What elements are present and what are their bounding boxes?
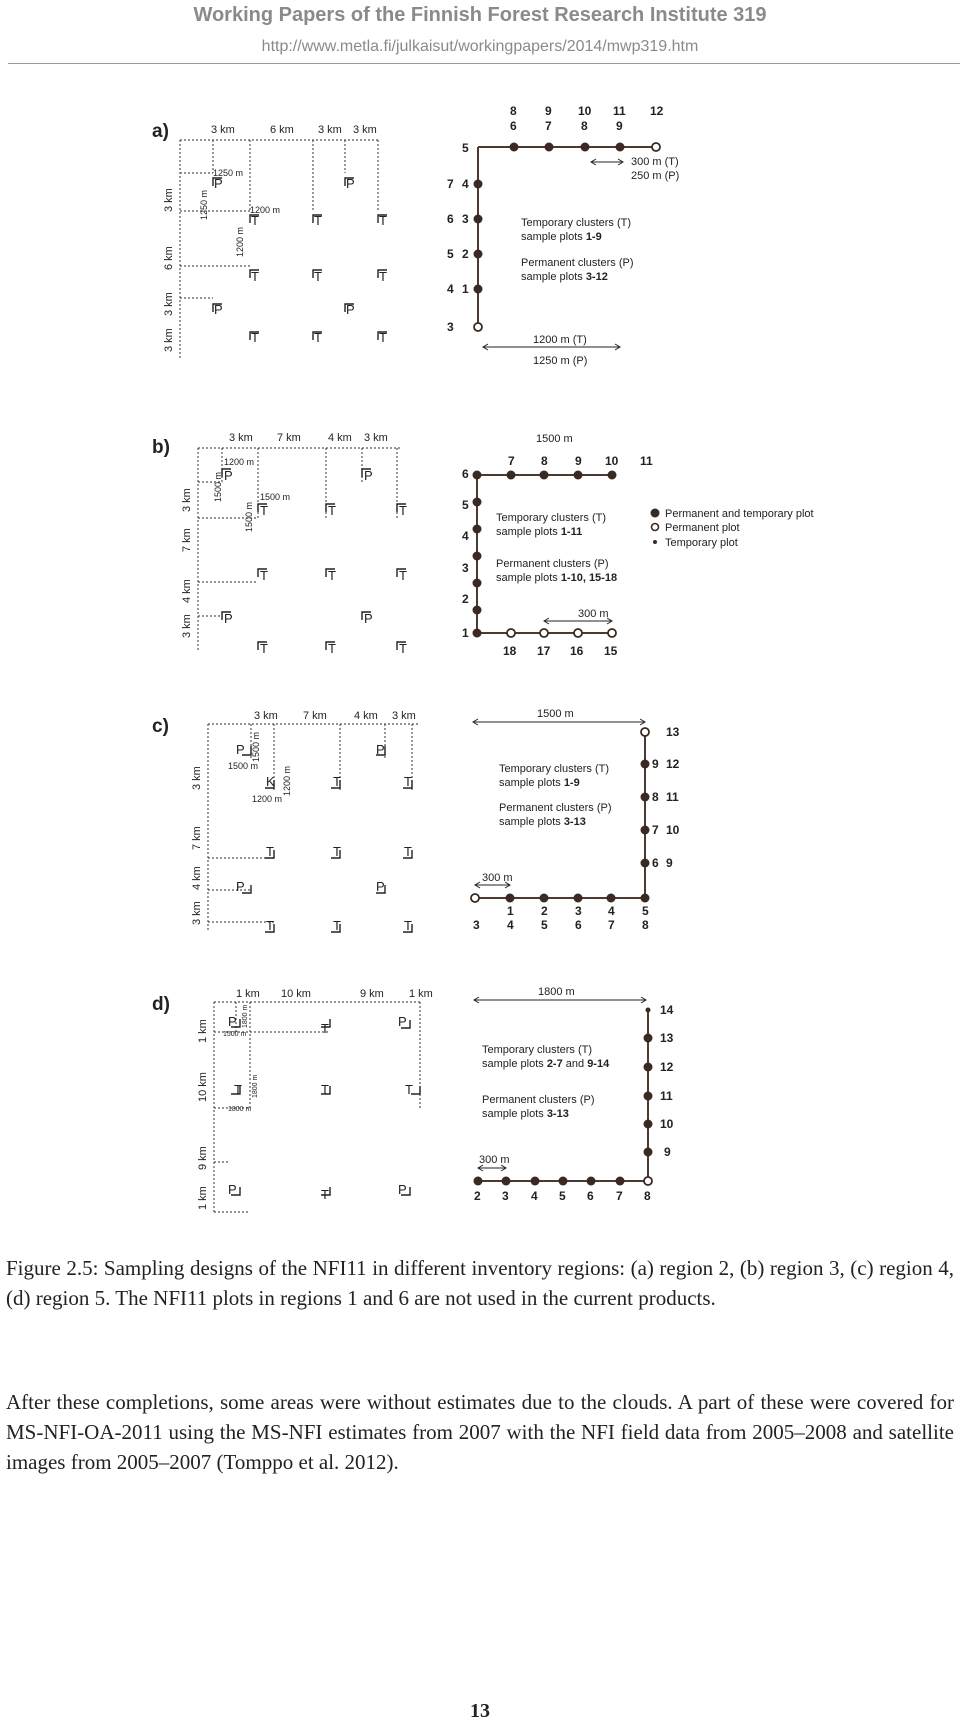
distance-label: 1 km xyxy=(409,988,433,1000)
inner-distance: 1250 m xyxy=(199,189,209,220)
cluster-letter-p: P xyxy=(346,302,355,317)
cluster-letter-p: P xyxy=(398,1182,407,1197)
distance-label: 3 km xyxy=(254,710,278,722)
plot-number: 3 xyxy=(462,212,469,226)
legend-permanent-plots xyxy=(482,1108,569,1120)
distance-label: 10 km xyxy=(197,1072,209,1102)
plot-number: 8 xyxy=(642,918,649,932)
legend-text: sample plots xyxy=(496,572,561,584)
distance-label: 4 km xyxy=(328,432,352,444)
plot-number: 6 xyxy=(587,1189,594,1203)
panel-b-drawing xyxy=(0,420,960,670)
inner-distance: 1200 m xyxy=(224,457,255,467)
side-label: 1500 m xyxy=(536,433,573,445)
plot-number: 11 xyxy=(613,104,626,118)
distance-label: 1 km xyxy=(236,988,260,1000)
legend-text: sample plots xyxy=(482,1058,547,1070)
cluster-letter-p: P xyxy=(228,1182,237,1197)
plot-number: 4 xyxy=(531,1189,538,1203)
distance-label: 1 km xyxy=(197,1186,209,1210)
cluster-letter-p: P xyxy=(346,176,355,191)
panel-letter: d) xyxy=(152,994,170,1015)
inner-distance: 1800 m xyxy=(228,1106,252,1113)
distance-label: 3 km xyxy=(318,124,342,136)
plot-number: 6 xyxy=(447,212,454,226)
distance-label: 3 km xyxy=(163,292,175,316)
plot-number: 4 xyxy=(462,529,469,543)
distance-label: 3 km xyxy=(353,124,377,136)
cluster-letter-p: P xyxy=(224,468,233,483)
spacing-label: 250 m (P) xyxy=(631,170,680,182)
cluster-letter-t: T xyxy=(251,213,259,228)
cluster-letter-t: T xyxy=(399,503,407,518)
cluster-letters xyxy=(214,176,387,345)
figure-panel-a xyxy=(0,100,960,390)
plot-number: 6 xyxy=(510,119,517,133)
legend-permanent: Permanent clusters (P) xyxy=(499,802,612,814)
side-label: 1250 m (P) xyxy=(533,355,588,367)
distance-label: 4 km xyxy=(181,579,193,603)
cluster-letters xyxy=(228,1014,413,1202)
cluster-letters xyxy=(236,742,412,933)
plot-number: 11 xyxy=(666,790,679,804)
figure-caption: Figure 2.5: Sampling designs of the NFI11 in different inventory regions: (a) region 2, (b) region 3, (c) region 4, (d) region 5. The NFI11 plots in regions 1 and 6 are not used in the current products. xyxy=(6,1256,954,1310)
legend-item: Permanent and temporary plot xyxy=(665,508,814,520)
grid-lines xyxy=(180,140,380,358)
panel-letter: a) xyxy=(152,121,169,142)
figure-panel-b xyxy=(0,420,960,670)
legend-temporary: Temporary clusters (T) xyxy=(496,512,607,524)
plot-number: 8 xyxy=(644,1189,651,1203)
distance-label: 9 km xyxy=(360,988,384,1000)
plot-number: 5 xyxy=(559,1189,566,1203)
plot-number: 2 xyxy=(474,1189,481,1203)
plot-number: 7 xyxy=(616,1189,623,1203)
distance-label: 6 km xyxy=(163,246,175,270)
plot-number: 10 xyxy=(578,104,592,118)
legend-temporary-plots xyxy=(482,1058,610,1070)
distance-label: 7 km xyxy=(191,826,203,850)
body-paragraph: After these completions, some areas were without estimates due to the clouds. A part of these were covered for MS-NFI-OA-2011 using the MS-NFI estimates from 2007 with the NFI field data from 2005–2008 and satellite images from 2005–2007 (Tomppo et al. 2012). xyxy=(6,1390,954,1474)
cluster-letter-t: T xyxy=(379,213,387,228)
cluster-letter-t: T xyxy=(404,774,412,789)
plot-number: 11 xyxy=(640,454,653,468)
cluster-letter-p: P xyxy=(364,468,373,483)
inner-distance: 1500 m xyxy=(251,731,261,762)
plot-number: 5 xyxy=(541,918,548,932)
legend-range: 1-9 xyxy=(563,777,580,789)
plot-number: 9 xyxy=(575,454,582,468)
plot-number: 6 xyxy=(462,467,469,481)
side-label: 1500 m xyxy=(537,708,574,720)
plot-number: 17 xyxy=(537,644,551,658)
cluster-letter-t: T xyxy=(379,269,387,284)
cluster-letter-p: P xyxy=(224,611,233,626)
inner-distance: 1500 m xyxy=(260,492,291,502)
cluster-letter-t: T xyxy=(328,568,336,583)
permanent-plot-dot xyxy=(652,143,660,151)
legend-range: 1-10, 15-18 xyxy=(560,572,618,584)
cluster-letter-p: P xyxy=(214,302,223,317)
legend-item: Permanent plot xyxy=(665,522,740,534)
plot-number: 5 xyxy=(447,247,454,261)
cluster-letter-t: T xyxy=(234,1082,242,1097)
symbol-legend xyxy=(651,508,814,549)
legend-text: sample plots xyxy=(499,816,564,828)
plot-number: 8 xyxy=(652,790,659,804)
legend-permanent-plots xyxy=(521,271,608,283)
legend-temporary: Temporary clusters (T) xyxy=(521,217,632,229)
plot-number: 7 xyxy=(652,823,659,837)
cluster-markers xyxy=(213,178,387,340)
legend-text: sample plots xyxy=(482,1108,547,1120)
plot-number: 15 xyxy=(604,644,618,658)
plot-number: 10 xyxy=(666,823,680,837)
plot-number: 3 xyxy=(473,918,480,932)
plot-number: 10 xyxy=(605,454,619,468)
permanent-plot-dot xyxy=(471,894,479,902)
distance-label: 3 km xyxy=(181,614,193,638)
plot-number: 9 xyxy=(666,856,673,870)
distance-label: 1 km xyxy=(197,1019,209,1043)
distance-label: 10 km xyxy=(281,988,311,1000)
cluster-markers xyxy=(231,1019,420,1195)
distance-label: 3 km xyxy=(392,710,416,722)
legend-text: sample plots xyxy=(521,231,586,243)
plot-number: 5 xyxy=(462,498,469,512)
legend-range: 3-13 xyxy=(563,816,586,828)
legend-text: sample plots xyxy=(521,271,586,283)
inner-distance: 1500 m xyxy=(223,1031,247,1038)
legend-permanent: Permanent clusters (P) xyxy=(496,558,609,570)
plot-number: 1 xyxy=(462,626,469,640)
plot-number: 3 xyxy=(462,561,469,575)
plot-number: 6 xyxy=(575,918,582,932)
cluster-letter-t: T xyxy=(314,330,322,345)
distance-label: 3 km xyxy=(191,901,203,925)
inner-distance: 1200 m xyxy=(235,226,245,257)
cluster-letter-t: T xyxy=(404,918,412,933)
distance-label: 3 km xyxy=(364,432,388,444)
spacing-arrow xyxy=(483,159,623,350)
cluster-letter-t: T xyxy=(260,503,268,518)
side-label: 1800 m xyxy=(538,986,575,998)
cluster-letter-p: P xyxy=(364,611,373,626)
cluster-letter-t: T xyxy=(328,641,336,656)
cluster-letter-t: T xyxy=(321,1082,329,1097)
spacing-label: 300 m xyxy=(578,608,609,620)
permanent-plot-dot xyxy=(641,728,649,736)
plot-number: 5 xyxy=(462,141,469,155)
cluster-letter-t: T xyxy=(314,213,322,228)
distance-label: 3 km xyxy=(163,328,175,352)
cluster-letter-p: P xyxy=(214,176,223,191)
cluster-letter-t: T xyxy=(399,641,407,656)
legend-temporary-plots xyxy=(521,231,602,243)
cluster-letter-t: T xyxy=(333,844,341,859)
plot-number: 9 xyxy=(664,1145,671,1159)
inner-distance: 1200 m xyxy=(252,794,283,804)
plot-number: 18 xyxy=(503,644,517,658)
plot-number: 7 xyxy=(447,177,454,191)
plot-number: 1 xyxy=(462,282,469,296)
cluster-letter-t: T xyxy=(328,503,336,518)
distance-label: 7 km xyxy=(277,432,301,444)
distance-label: 9 km xyxy=(197,1146,209,1170)
plot-numbers xyxy=(462,454,653,658)
inner-distance: 1500 m xyxy=(213,471,223,502)
plot-number: 4 xyxy=(462,177,469,191)
plot-number: 2 xyxy=(462,592,469,606)
legend-permanent-plots xyxy=(496,572,617,584)
plot-number: 6 xyxy=(652,856,659,870)
cluster-letter-p: P xyxy=(236,742,245,757)
legend-range: 1-11 xyxy=(560,526,583,538)
inner-distance: 1200 m xyxy=(250,205,281,215)
plot-number: 12 xyxy=(666,757,680,771)
legend-permanent-plots xyxy=(499,816,586,828)
inner-distance: 1200 m xyxy=(282,765,292,796)
legend-permanent: Permanent clusters (P) xyxy=(521,257,634,269)
legend-permanent: Permanent clusters (P) xyxy=(482,1094,595,1106)
cluster-letter-t: T xyxy=(251,330,259,345)
inner-distance: 1800 m xyxy=(242,1004,249,1028)
distance-label: 4 km xyxy=(354,710,378,722)
panel-c-drawing xyxy=(0,700,960,940)
legend-range: 3-12 xyxy=(585,271,608,283)
plot-number: 8 xyxy=(581,119,588,133)
legend-item: Temporary plot xyxy=(665,537,738,549)
plot-number: 14 xyxy=(660,1003,674,1017)
cluster-letters xyxy=(224,468,407,656)
cluster-letter-t: T xyxy=(333,918,341,933)
cluster-letter-t: T xyxy=(266,918,274,933)
open-dot-icon xyxy=(652,524,659,531)
cluster-letter-t: T xyxy=(321,1187,329,1202)
plot-number: 2 xyxy=(462,247,469,261)
legend-temporary: Temporary clusters (T) xyxy=(499,763,610,775)
legend-temporary-plots xyxy=(499,777,580,789)
distance-label: 4 km xyxy=(191,866,203,890)
page-number: 13 xyxy=(470,1700,490,1722)
cluster-letter-t: T xyxy=(314,269,322,284)
legend-temporary: Temporary clusters (T) xyxy=(482,1044,593,1056)
plot-number: 9 xyxy=(616,119,623,133)
plot-number: 3 xyxy=(502,1189,509,1203)
cluster-letter-t: T xyxy=(260,568,268,583)
distance-label: 7 km xyxy=(303,710,327,722)
plot-number: 3 xyxy=(447,320,454,334)
plot-number: 13 xyxy=(666,725,680,739)
small-dot-icon xyxy=(653,540,657,544)
cluster-letter-t: T xyxy=(266,844,274,859)
plot-number: 12 xyxy=(650,104,664,118)
distance-label: 3 km xyxy=(181,488,193,512)
figure-panel-c xyxy=(0,700,960,940)
spacing-label: 300 m xyxy=(479,1154,510,1166)
plot-number: 7 xyxy=(608,918,615,932)
legend-temporary-plots xyxy=(496,526,582,538)
spacing-label: 300 m xyxy=(482,872,513,884)
cluster-letter-p: P xyxy=(236,879,245,894)
filled-dot-icon xyxy=(651,509,660,518)
inner-distance: 1800 m xyxy=(252,1074,259,1098)
cluster-markers xyxy=(222,469,406,650)
distance-label: 6 km xyxy=(270,124,294,136)
cluster-letter-t: T xyxy=(379,330,387,345)
legend-text: sample plots xyxy=(499,777,564,789)
journal-header: Working Papers of the Finnish Forest Research Institute 319 xyxy=(193,4,767,26)
plot-number: 12 xyxy=(660,1060,674,1074)
plot-number: 11 xyxy=(660,1089,673,1103)
distance-label: 3 km xyxy=(191,766,203,790)
cluster-letter-t: T xyxy=(333,774,341,789)
spacing-label: 300 m (T) xyxy=(631,156,679,168)
cluster-letter-p: P xyxy=(398,1014,407,1029)
plot-number: 4 xyxy=(507,918,514,932)
figure-panel-d xyxy=(0,980,960,1215)
inner-distance: 1500 m xyxy=(244,501,254,532)
plot-number: 4 xyxy=(608,904,615,918)
cluster-letter-k: K xyxy=(266,774,275,789)
panel-letter: b) xyxy=(152,437,170,458)
plot-number: 5 xyxy=(642,904,649,918)
distance-label: 3 km xyxy=(163,188,175,212)
plot-number: 7 xyxy=(508,454,515,468)
plot-number: 4 xyxy=(447,282,454,296)
plot-number: 9 xyxy=(652,757,659,771)
legend-text: and xyxy=(562,1058,588,1070)
distance-label: 3 km xyxy=(229,432,253,444)
plot-number: 1 xyxy=(507,904,514,918)
cluster-letter-t: T xyxy=(251,269,259,284)
inner-distance: 1250 m xyxy=(213,168,244,178)
cluster-letter-t: T xyxy=(260,641,268,656)
cluster-letter-p: P xyxy=(376,742,385,757)
plot-number: 2 xyxy=(541,904,548,918)
legend-range: 1-9 xyxy=(585,231,602,243)
permanent-plot-dot xyxy=(644,1177,652,1185)
journal-url: http://www.metla.fi/julkaisut/workingpapers/2014/mwp319.htm xyxy=(261,38,699,55)
cluster-letter-t: T xyxy=(405,1082,413,1097)
plot-number: 3 xyxy=(575,904,582,918)
side-label: 1200 m (T) xyxy=(533,334,587,346)
plot-number: 8 xyxy=(541,454,548,468)
permanent-plot-dot xyxy=(474,323,482,331)
cluster-letter-t: T xyxy=(404,844,412,859)
legend-range: 2-7 xyxy=(546,1058,563,1070)
panel-a-drawing xyxy=(0,100,960,390)
distance-label: 3 km xyxy=(211,124,235,136)
legend-range: 9-14 xyxy=(587,1058,610,1070)
panel-letter: c) xyxy=(152,716,169,737)
plot-number: 7 xyxy=(545,119,552,133)
legend-text: sample plots xyxy=(496,526,561,538)
plot-number: 9 xyxy=(545,104,552,118)
cluster-letter-p: P xyxy=(228,1014,237,1029)
cluster-letter-t: T xyxy=(399,568,407,583)
distance-label: 7 km xyxy=(181,528,193,552)
cluster-letter-p: P xyxy=(376,879,385,894)
plot-number: 16 xyxy=(570,644,584,658)
cluster-letter-t: T xyxy=(321,1021,329,1036)
header-divider xyxy=(8,63,960,64)
legend-range: 3-13 xyxy=(546,1108,569,1120)
plot-number: 10 xyxy=(660,1117,674,1131)
plot-number: 13 xyxy=(660,1031,674,1045)
plot-number: 8 xyxy=(510,104,517,118)
panel-d-drawing xyxy=(0,980,960,1215)
inner-distance: 1500 m xyxy=(228,761,259,771)
